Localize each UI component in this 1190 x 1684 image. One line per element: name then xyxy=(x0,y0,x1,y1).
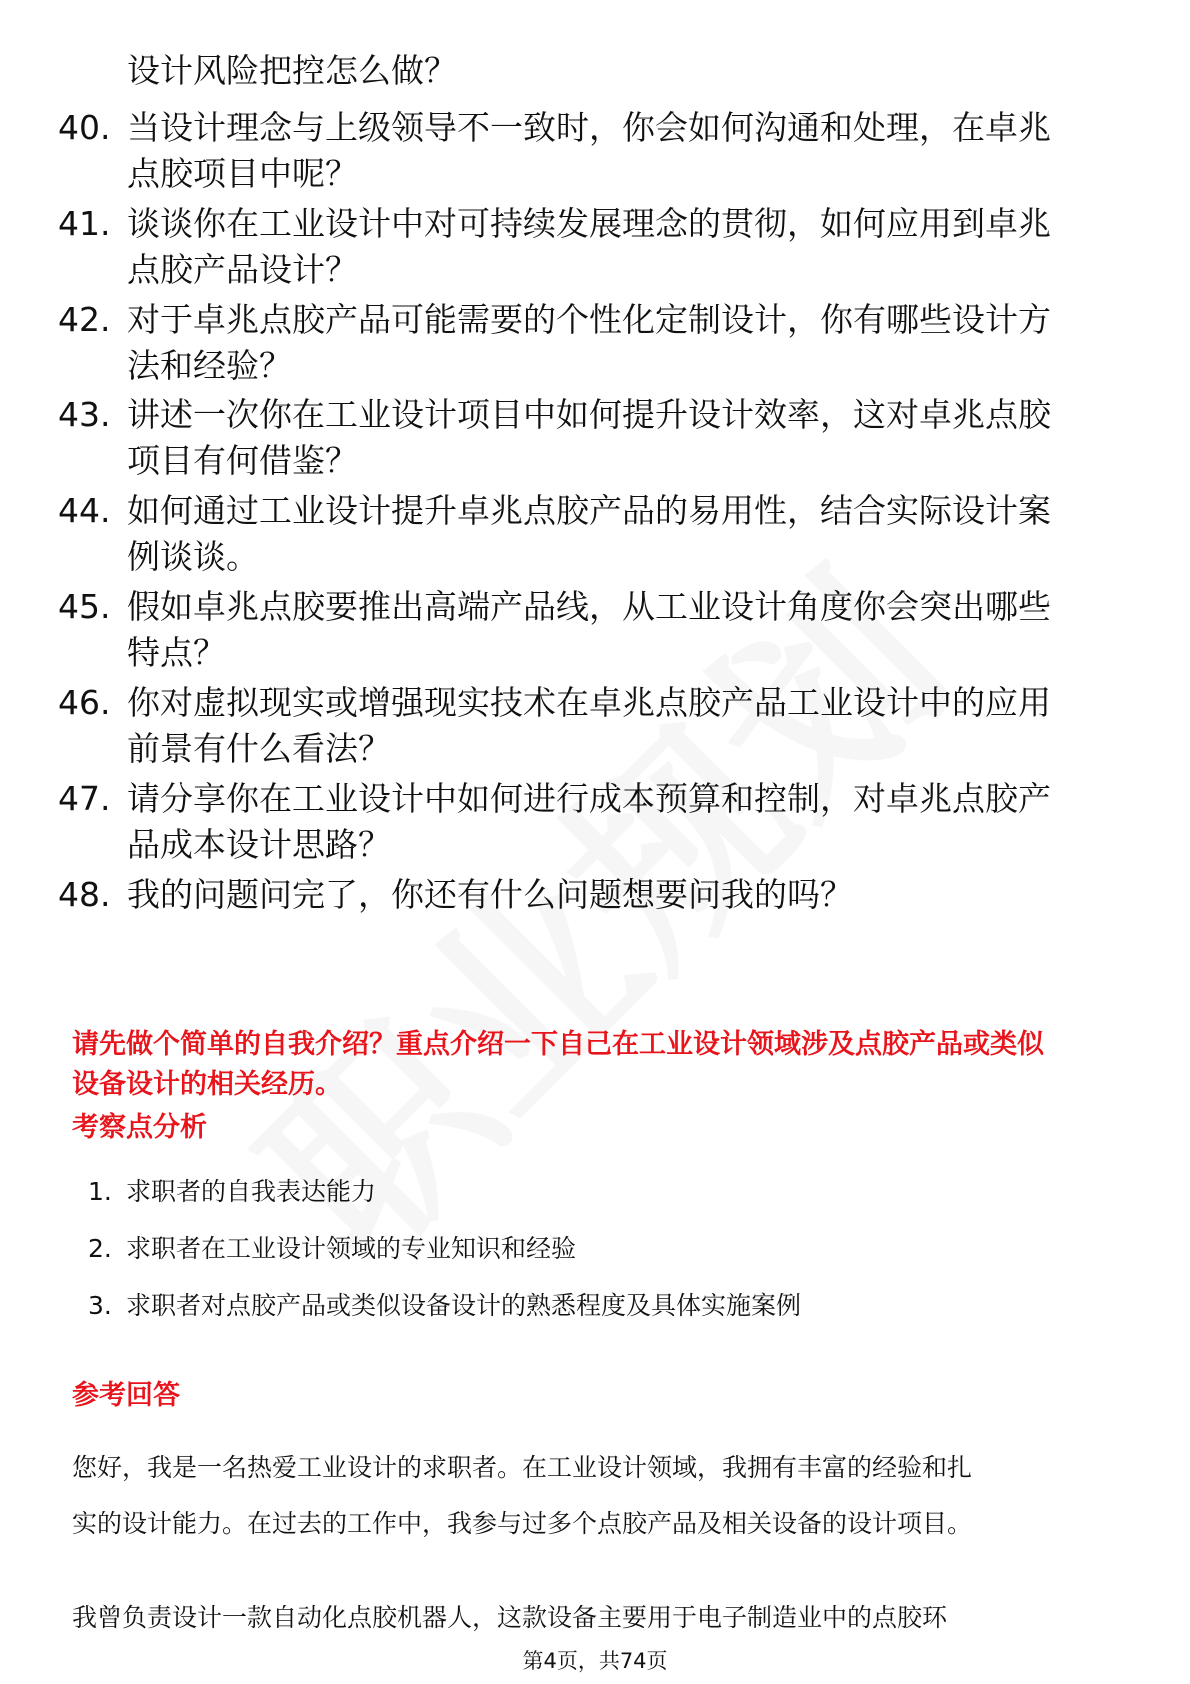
focus-question xyxy=(72,1025,1132,1105)
question-number: 40. xyxy=(58,108,111,147)
question-text-line1: 假如卓兆点胶要推出高端产品线，从工业设计角度你会突出哪些 xyxy=(127,587,1051,626)
question-number: 41. xyxy=(58,204,111,243)
question-text-line1: 你对虚拟现实或增强现实技术在卓兆点胶产品工业设计中的应用 xyxy=(127,683,1051,722)
answer-line: 我曾负责设计一款自动化点胶机器人，这款设备主要用于电子制造业中的点胶环 xyxy=(72,1603,948,1632)
analysis-point-text: 求职者对点胶产品或类似设备设计的熟悉程度及具体实施案例 xyxy=(126,1291,802,1320)
question-text-line1: 对于卓兆点胶产品可能需要的个性化定制设计，你有哪些设计方 xyxy=(127,300,1051,339)
question-text-line1: 讲述一次你在工业设计项目中如何提升设计效率，这对卓兆点胶 xyxy=(127,395,1051,434)
question-text-line1: 当设计理念与上级领导不一致时，你会如何沟通和处理，在卓兆 xyxy=(127,108,1051,147)
focus-question-line2: 设备设计的相关经历。 xyxy=(72,1069,342,1100)
question-number: 48. xyxy=(58,875,111,914)
question-text-line2: 前景有什么看法？ xyxy=(127,729,391,768)
question-number: 47. xyxy=(58,779,111,818)
question-number: 45. xyxy=(58,587,111,626)
question-text-line2: 法和经验？ xyxy=(127,346,292,385)
analysis-point-text: 求职者在工业设计领域的专业知识和经验 xyxy=(126,1234,577,1263)
question-number: 42. xyxy=(58,300,111,339)
question-item xyxy=(58,392,1118,484)
analysis-point-number: 2. xyxy=(88,1234,112,1263)
question-item xyxy=(58,488,1118,580)
question-text-line2: 点胶产品设计？ xyxy=(127,250,358,289)
question-text-line1: 我的问题问完了，你还有什么问题想要问我的吗？ xyxy=(127,875,853,914)
reference-heading: 参考回答 xyxy=(72,1380,180,1411)
question-item xyxy=(58,201,1118,293)
answer-line: 您好，我是一名热爱工业设计的求职者。在工业设计领域，我拥有丰富的经验和扎 xyxy=(72,1453,973,1482)
answer-paragraph xyxy=(72,1590,1132,1646)
question-text-line1: 请分享你在工业设计中如何进行成本预算和控制，对卓兆点胶产 xyxy=(127,779,1051,818)
question-item xyxy=(58,680,1118,772)
analysis-heading: 考察点分析 xyxy=(72,1112,207,1143)
question-item xyxy=(58,105,1118,197)
answer-line: 实的设计能力。在过去的工作中，我参与过多个点胶产品及相关设备的设计项目。 xyxy=(72,1509,973,1538)
page-footer: 第4页，共74页 xyxy=(522,1649,668,1673)
question-number: 44. xyxy=(58,491,111,530)
question-text-line2: 项目有何借鉴？ xyxy=(127,441,358,480)
question-number: 46. xyxy=(58,683,111,722)
question-text-line2: 品成本设计思路？ xyxy=(127,825,391,864)
analysis-point xyxy=(88,1231,576,1267)
question-item xyxy=(58,872,1118,918)
question-text-line2: 点胶项目中呢？ xyxy=(127,154,358,193)
analysis-point xyxy=(88,1288,801,1324)
question-number: 43. xyxy=(58,395,111,434)
question-text-line2: 例谈谈。 xyxy=(127,537,259,576)
question-text-line1: 谈谈你在工业设计中对可持续发展理念的贯彻，如何应用到卓兆 xyxy=(127,204,1051,243)
question-continuation: 设计风险把控怎么做？ xyxy=(127,51,457,90)
analysis-point-number: 1. xyxy=(88,1177,112,1206)
question-item xyxy=(58,297,1118,389)
question-text-line2: 特点？ xyxy=(127,633,226,672)
question-item xyxy=(58,584,1118,676)
answer-paragraph xyxy=(72,1440,1132,1552)
analysis-point xyxy=(88,1174,376,1210)
analysis-point-text: 求职者的自我表达能力 xyxy=(126,1177,377,1206)
focus-question-line1: 请先做个简单的自我介绍？重点介绍一下自己在工业设计领域涉及点胶产品或类似 xyxy=(72,1029,1044,1060)
question-item xyxy=(58,776,1118,868)
analysis-point-number: 3. xyxy=(88,1291,112,1320)
question-text-line1: 如何通过工业设计提升卓兆点胶产品的易用性，结合实际设计案 xyxy=(127,491,1051,530)
